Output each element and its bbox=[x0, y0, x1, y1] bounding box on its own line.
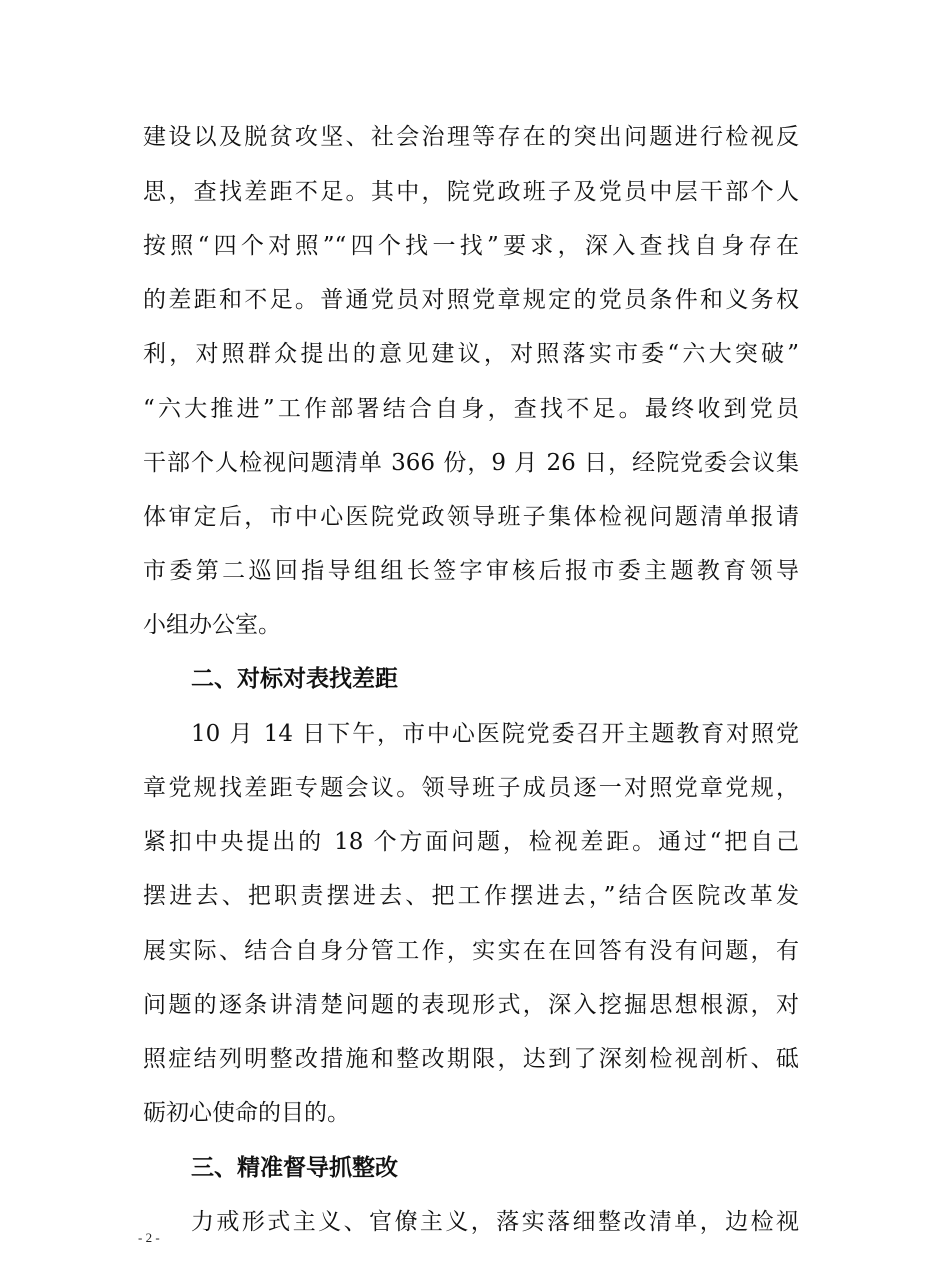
paragraph-line: 小组办公室。 bbox=[143, 612, 281, 638]
section-heading: 三、精准督导抓整改 bbox=[191, 1155, 398, 1181]
paragraph-line: 砺初心使命的目的。 bbox=[143, 1100, 350, 1126]
paragraph-line: 按照“四个对照”“四个找一找”要求，深入查找自身存在 bbox=[143, 233, 799, 259]
paragraph-line: 紧扣中央提出的 18 个方面问题，检视差距。通过“把自己 bbox=[143, 829, 799, 855]
paragraph-line: 体审定后，市中心医院党政领导班子集体检视问题清单报请 bbox=[143, 504, 799, 530]
paragraph-line: 章党规找差距专题会议。领导班子成员逐一对照党章党规， bbox=[143, 775, 799, 801]
paragraph-line: 照症结列明整改措施和整改期限，达到了深刻检视剖析、砥 bbox=[143, 1046, 799, 1072]
paragraph-line: 问题的逐条讲清楚问题的表现形式，深入挖掘思想根源，对 bbox=[143, 992, 799, 1018]
paragraph-line: 展实际、结合自身分管工作，实实在在回答有没有问题，有 bbox=[143, 938, 799, 964]
paragraph-line: 的差距和不足。普通党员对照党章规定的党员条件和义务权 bbox=[143, 287, 799, 313]
paragraph-line: 干部个人检视问题清单 366 份，9 月 26 日，经院党委会议集 bbox=[143, 450, 799, 476]
paragraph-line: 利，对照群众提出的意见建议，对照落实市委“六大突破” bbox=[143, 341, 799, 367]
paragraph-line: 建设以及脱贫攻坚、社会治理等存在的突出问题进行检视反 bbox=[143, 124, 799, 150]
page-number: - 2 - bbox=[138, 1230, 160, 1245]
paragraph-line: 思，查找差距不足。其中，院党政班子及党员中层干部个人 bbox=[143, 179, 799, 205]
paragraph-line: “六大推进”工作部署结合自身，查找不足。最终收到党员 bbox=[143, 396, 799, 422]
paragraph-line: 10 月 14 日下午，市中心医院党委召开主题教育对照党 bbox=[191, 721, 799, 747]
paragraph-line: 市委第二巡回指导组组长签字审核后报市委主题教育领导 bbox=[143, 558, 799, 584]
paragraph-line: 摆进去、把职责摆进去、把工作摆进去，”结合医院改革发 bbox=[143, 883, 799, 909]
section-heading: 二、对标对表找差距 bbox=[191, 666, 398, 692]
paragraph-line: 力戒形式主义、官僚主义，落实落细整改清单，边检视 bbox=[191, 1209, 799, 1235]
